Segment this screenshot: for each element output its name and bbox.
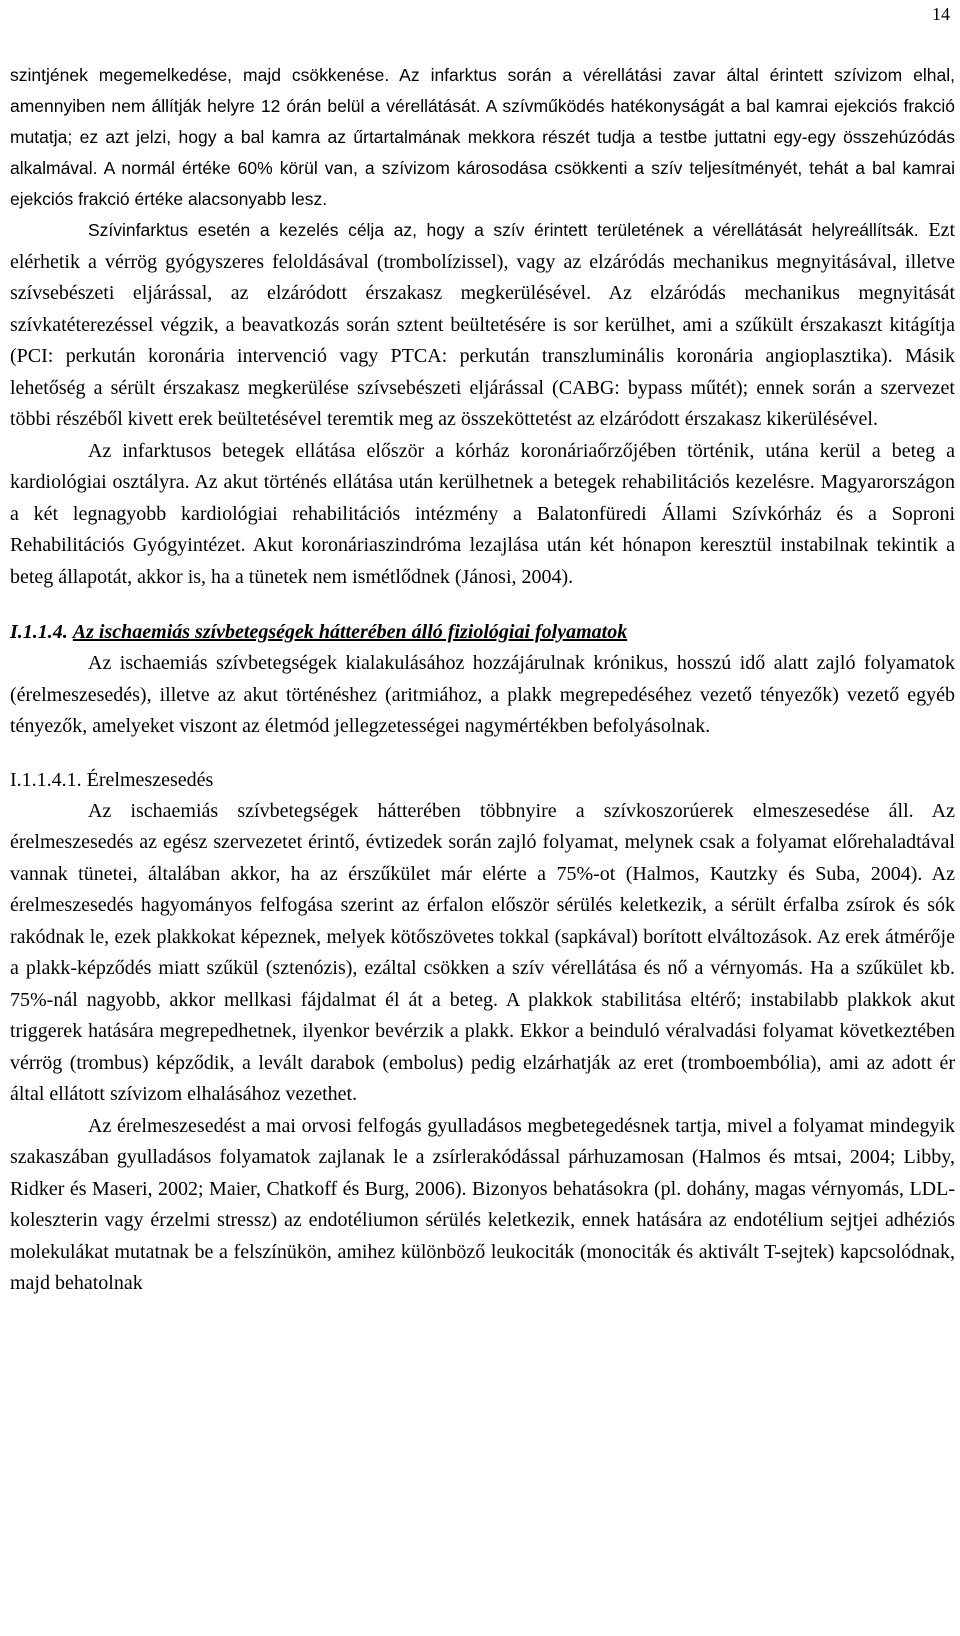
document-body bbox=[10, 60, 955, 1300]
subsection-heading: I.1.1.4.1. Érelmeszesedés bbox=[10, 768, 214, 791]
paragraph-physiology-intro: Az ischaemiás szívbetegségek kialakulásához hozzájárulnak krónikus, hosszú idő alatt zajló folyamatok (érelmeszesedés), illetve az akut történéshez (aritmiához, a plakk megrepedéséhez vezető tényezők) vezető egyéb tényezők, amelyeket viszont az életmód jellegzetességei nagymértékben befolyásolnak. bbox=[10, 652, 955, 737]
page-number: 14 bbox=[932, 4, 950, 24]
section-heading bbox=[10, 617, 955, 648]
paragraph-infarction-intro: szintjének megemelkedése, majd csökkenése. Az infarktus során a vérellátási zavar által érintett szívizom elhal, amennyiben nem állítják helyre 12 órán belül a vérellátását. A szívműködés hatékonyságát a bal kamrai ejekciós frakció mutatja; ez azt jelzi, hogy a bal kamra az űrtartalmának mekkora részét tudja a testbe juttatni egy-egy összehúzódás alkalmával. A normál értéke 60% körül van, a szívizom károsodása csökkenti a szív teljesítményét, tehát a bal kamrai ejekciós frakció értéke alacsonyabb lesz. bbox=[10, 65, 955, 209]
section-number: I.1.1.4. bbox=[10, 621, 68, 643]
treatment-goal-text: Szívinfarktus esetén a kezelés célja az, hogy a szív érintett területének a vérellátását helyreállítsák. bbox=[88, 220, 919, 240]
paragraph-inflammation: Az érelmeszesedést a mai orvosi felfogás gyulladásos megbetegedésnek tartja, mivel a folyamat mindegyik szakaszában gyulladásos folyamatok zajlanak le a zsírlerakódással párhuzamosan (Halmos és mtsai, 2004; Libby, Ridker és Maseri, 2002; Maier, Chatkoff és Burg, 2006). Bizonyos behatásokra (pl. dohány, magas vérnyomás, LDL-koleszterin vagy érzelmi stressz) az endotéliumon sérülés keletkezik, ennek hatására az endotélium sejtjei adhéziós molekulákat mutatnak be a felszínükön, amihez különböző leukociták (monociták és aktivált T-sejtek) kapcsolódnak, majd behatolnak bbox=[10, 1114, 955, 1294]
paragraph-atherosclerosis: Az ischaemiás szívbetegségek hátterében többnyire a szívkoszorúerek elmeszesedése áll. Az érelmeszesedés az egész szervezetet érintő, évtizedek során zajló folyamat, melynek csak a folyamat előrehaladtával vannak tünetei, általában akkor, ha az érszűkület már elérte a 75%-ot (Halmos, Kautzky és Suba, 2004). Az érelmeszesedés hagyományos felfogása szerint az érfalon először sérülés keletkezik, a sérült érfalba zsírok és sók rakódnak le, ezek plakkokat képeznek, melyek kötőszövetes tokkal (sapkával) borított elváltozások. Az erek átmérője a plakk-képződés miatt szűkül (sztenózis), ezáltal csökken a szív vérellátása és nő a vérnyomás. Ha a szűkület kb. 75%-nál nagyobb, akkor mellkasi fájdalmat él át a beteg. A plakkok stabilitása eltérő; instabilabb plakkok akut triggerek hatására megrepedhetnek, ilyenkor bevérzik a plakk. Ekkor a beinduló véralvadási folyamat következtében vérrög (trombus) képződik, a levált darabok (embolus) pedig elzárhatják az eret (tromboembólia), ami az adott ér által ellátott szívizom elhalásához vezethet. bbox=[10, 799, 955, 1105]
paragraph-rehabilitation: Az infarktusos betegek ellátása először a kórház koronáriaőrzőjében történik, utána kerül a beteg a kardiológiai osztályra. Az akut történés ellátása után kerülhetnek a betegek rehabilitációs kezelésre. Magyarországon a két legnagyobb kardiológiai rehabilitációs intézmény a Balatonfüredi Állami Szívkórház és a Soproni Rehabilitációs Gyógyintézet. Akut koronáriaszindróma lezajlása után két hónapon keresztül instabilnak tekintik a beteg állapotát, akkor is, ha a tünetek nem ismétlődnek (Jánosi, 2004). bbox=[10, 439, 955, 588]
paragraph-treatment bbox=[10, 215, 955, 436]
section-title: Az ischaemiás szívbetegségek hátterében álló fiziológiai folyamatok bbox=[72, 621, 628, 643]
treatment-methods-text: Ezt elérhetik a vérrög gyógyszeres feloldásával (trombolízissel), vagy az elzáródás mechanikus megnyitásával, illetve szívsebészeti eljárással, az elzáródott érszakasz megkerülésével. Az elzáródás mechanikus megnyitását szívkatéterezéssel végzik, a beavatkozás során sztent beültetésére is sor kerülhet, ami a szűkült érszakaszt kitágítja (PCI: perkután koronária intervenció vagy PTCA: perkután transzluminális koronária angioplasztika). Másik lehetőség a sérült érszakasz megkerülése szívsebészeti eljárással (CABG: bypass műtét); ennek során a szervezet többi részéből kivett erek beültetésével teremtik meg az összeköttetést az elzáródott érszakasz kikerülésével. bbox=[10, 219, 955, 430]
